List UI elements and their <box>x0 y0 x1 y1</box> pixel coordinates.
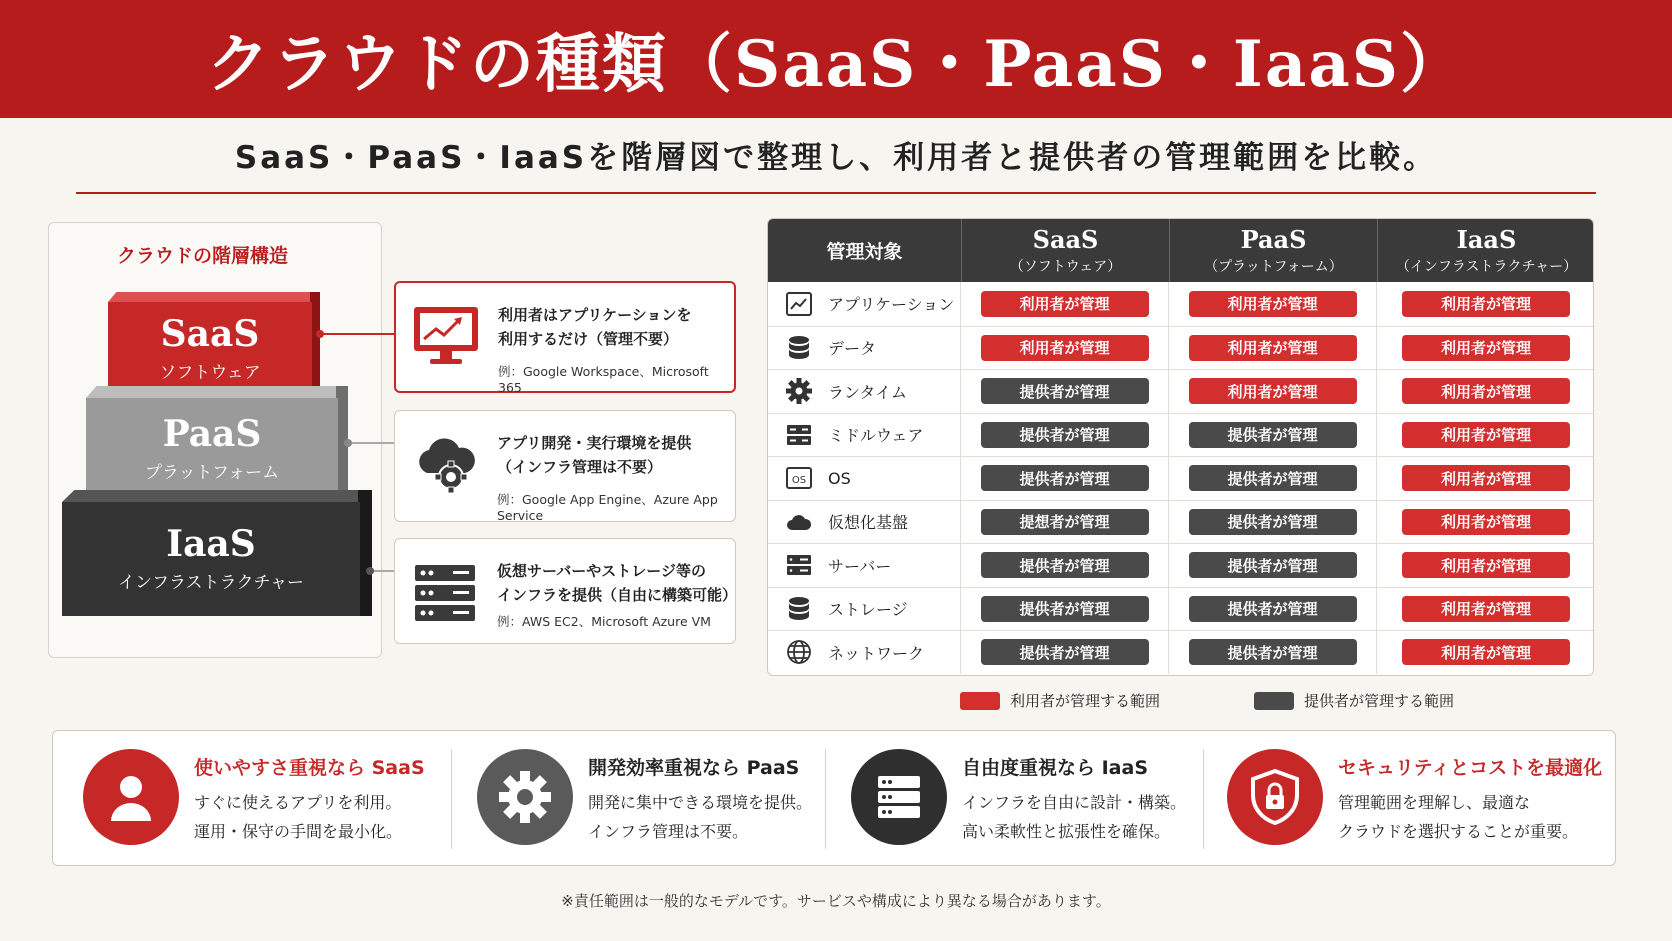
iaas-block-name: IaaS <box>166 522 256 565</box>
header-banner <box>0 0 1672 118</box>
tip-iaas-title: 自由度重視なら IaaS <box>962 757 1149 779</box>
os-icon <box>784 463 814 493</box>
header-iaas-label: IaaS <box>1456 225 1517 254</box>
user-managed-badge: 利用者が管理 <box>1402 639 1570 665</box>
header-paas-sub: （プラットフォーム） <box>1204 259 1343 275</box>
user-managed-badge: 利用者が管理 <box>981 335 1149 361</box>
responsibility-cell <box>1377 282 1594 326</box>
user-managed-badge: 利用者が管理 <box>981 291 1149 317</box>
globe-icon <box>784 637 814 667</box>
provider-managed-badge: 提供者が管理 <box>1189 552 1357 578</box>
row-target-cell <box>768 457 961 500</box>
responsibility-cell <box>961 327 1169 370</box>
provider-managed-badge: 提供者が管理 <box>1189 422 1357 448</box>
table-row <box>768 630 1594 674</box>
iaas-desc-line1: 仮想サーバーやストレージ等の <box>497 562 706 580</box>
user-managed-badge: 利用者が管理 <box>1402 465 1570 491</box>
legend-user-label: 利用者が管理する範囲 <box>1010 692 1161 710</box>
legend-provider-label: 提供者が管理する範囲 <box>1304 692 1455 710</box>
legend-user <box>960 690 1160 711</box>
iaas-connector <box>372 570 394 572</box>
provider-managed-badge: 提供者が管理 <box>1189 509 1357 535</box>
tip-security <box>1197 731 1615 867</box>
tip-iaas <box>821 731 1199 867</box>
paas-connector-dot <box>344 439 352 447</box>
table-header-paas <box>1169 219 1377 282</box>
chart-window-icon <box>784 289 814 319</box>
provider-managed-badge: 提想者が管理 <box>981 509 1149 535</box>
iaas-card-example: 例：AWS EC2、Microsoft Azure VM <box>497 614 711 629</box>
iaas-desc-line2: インフラを提供（自由に構築可能） <box>497 586 738 604</box>
table-row <box>768 413 1594 457</box>
paas-desc-line2: （インフラ管理は不要） <box>497 458 663 476</box>
paas-block <box>86 386 348 500</box>
table-header <box>768 219 1594 282</box>
responsibility-table <box>767 218 1594 676</box>
saas-block <box>108 292 320 396</box>
user-managed-badge: 利用者が管理 <box>1189 378 1357 404</box>
tip-saas-line1: すぐに使えるアプリを利用。 <box>194 793 402 812</box>
shield-lock-icon <box>1227 749 1323 845</box>
table-header-saas <box>961 219 1169 282</box>
legend-provider-swatch <box>1254 692 1294 710</box>
tip-iaas-line2: 高い柔軟性と拡張性を確保。 <box>962 822 1171 841</box>
iaas-block-sub: インフラストラクチャー <box>118 573 304 594</box>
storage-icon <box>784 594 814 624</box>
row-target-label: OS <box>828 468 851 488</box>
responsibility-cell <box>961 631 1169 674</box>
tip-paas-title: 開発効率重視なら PaaS <box>588 757 800 779</box>
header-saas-label: SaaS <box>1032 225 1099 254</box>
saas-block-sub: ソフトウェア <box>159 363 261 384</box>
tip-security-line1: 管理範囲を理解し、最適な <box>1338 793 1531 812</box>
responsibility-cell <box>1169 282 1377 326</box>
paas-card <box>394 410 736 522</box>
row-target-label: ネットワーク <box>828 643 925 663</box>
tip-paas-line2: インフラ管理は不要。 <box>588 822 749 841</box>
row-target-cell <box>768 631 961 674</box>
iaas-block <box>62 490 372 616</box>
row-target-label: 仮想化基盤 <box>828 513 909 533</box>
table-header-target <box>768 219 961 282</box>
row-target-label: ランタイム <box>828 382 908 402</box>
responsibility-cell <box>1169 588 1377 631</box>
responsibility-cell <box>1377 370 1594 413</box>
user-managed-badge: 利用者が管理 <box>1402 378 1570 404</box>
responsibility-cell <box>961 544 1169 587</box>
cloud-icon <box>784 507 814 537</box>
gear-icon <box>477 749 573 845</box>
tip-security-desc <box>1338 788 1578 846</box>
footnote: ※責任範囲は一般的なモデルです。サービスや構成により異なる場合があります。 <box>561 892 1111 910</box>
iaas-card <box>394 538 736 644</box>
responsibility-cell <box>1169 370 1377 413</box>
paas-connector <box>348 442 394 444</box>
saas-card <box>394 281 736 393</box>
server-rack-icon <box>784 550 814 580</box>
responsibility-cell <box>1169 414 1377 457</box>
database-icon <box>784 333 814 363</box>
user-managed-badge: 利用者が管理 <box>1189 335 1357 361</box>
saas-connector-dot <box>316 330 324 338</box>
tip-iaas-line1: インフラを自由に設計・構築。 <box>962 793 1187 812</box>
row-target-label: ストレージ <box>828 600 908 620</box>
middleware-icon <box>784 420 814 450</box>
row-target-cell <box>768 501 961 544</box>
server-icon <box>409 557 481 629</box>
responsibility-cell <box>1377 457 1594 500</box>
user-icon <box>83 749 179 845</box>
responsibility-cell <box>1169 544 1377 587</box>
provider-managed-badge: 提供者が管理 <box>1189 639 1357 665</box>
provider-managed-badge: 提供者が管理 <box>981 639 1149 665</box>
responsibility-cell <box>961 501 1169 544</box>
paas-block-sub: プラットフォーム <box>144 463 280 484</box>
responsibility-cell <box>1377 327 1594 370</box>
table-header-iaas <box>1377 219 1594 282</box>
provider-managed-badge: 提供者が管理 <box>981 552 1149 578</box>
responsibility-cell <box>961 282 1169 326</box>
tip-saas-desc <box>194 788 402 846</box>
provider-managed-badge: 提供者が管理 <box>1189 596 1357 622</box>
svg-text:OS: OS <box>791 475 807 487</box>
table-row <box>768 326 1594 370</box>
responsibility-cell <box>961 457 1169 500</box>
responsibility-cell <box>1377 631 1594 674</box>
row-target-cell <box>768 282 961 326</box>
user-managed-badge: 利用者が管理 <box>1402 291 1570 317</box>
saas-desc-line2: 利用するだけ（管理不要） <box>498 330 679 348</box>
saas-card-example: 例：Google Workspace、Microsoft 365 <box>498 364 709 395</box>
responsibility-cell <box>1169 631 1377 674</box>
saas-connector <box>320 333 394 335</box>
header-paas-label: PaaS <box>1240 225 1307 254</box>
legend-provider <box>1254 690 1454 711</box>
responsibility-cell <box>961 414 1169 457</box>
monitor-chart-icon <box>410 301 482 373</box>
responsibility-cell <box>1377 588 1594 631</box>
responsibility-cell <box>961 588 1169 631</box>
iaas-connector-dot <box>366 567 374 575</box>
header-saas-sub: （ソフトウェア） <box>1009 259 1122 275</box>
row-target-cell <box>768 370 961 413</box>
row-target-label: サーバー <box>828 556 892 576</box>
subtitle-divider <box>76 192 1596 194</box>
header-iaas-sub: （インフラストラクチャー） <box>1395 259 1578 275</box>
paas-desc-line1: アプリ開発・実行環境を提供 <box>497 434 692 452</box>
legend-user-swatch <box>960 692 1000 710</box>
row-target-label: アプリケーション <box>828 295 955 315</box>
paas-card-example: 例：Google App Engine、Azure App Service <box>497 492 718 523</box>
tip-iaas-desc <box>962 788 1186 846</box>
user-managed-badge: 利用者が管理 <box>1189 291 1357 317</box>
tip-paas-desc <box>588 788 812 846</box>
table-row <box>768 369 1594 413</box>
responsibility-cell <box>1169 327 1377 370</box>
table-row <box>768 500 1594 544</box>
tip-saas-line2: 運用・保守の手間を最小化。 <box>194 822 403 841</box>
cloud-gear-icon <box>409 429 481 501</box>
page-title: クラウドの種類（SaaS・PaaS・IaaS） <box>205 27 1467 102</box>
row-target-label: データ <box>828 339 877 359</box>
responsibility-cell <box>1169 501 1377 544</box>
user-managed-badge: 利用者が管理 <box>1402 335 1570 361</box>
tip-saas-title: 使いやすさ重視なら SaaS <box>194 757 425 779</box>
row-target-cell <box>768 414 961 457</box>
paas-block-name: PaaS <box>162 412 262 455</box>
paas-card-desc <box>497 431 691 479</box>
provider-managed-badge: 提供者が管理 <box>1189 465 1357 491</box>
header-target-label: 管理対象 <box>826 241 903 263</box>
tip-security-title: セキュリティとコストを最適化 <box>1338 757 1603 779</box>
responsibility-cell <box>1377 501 1594 544</box>
tip-paas <box>447 731 825 867</box>
tip-paas-line1: 開発に集中できる環境を提供。 <box>588 793 813 812</box>
saas-card-desc <box>498 303 692 351</box>
tip-security-line2: クラウドを選択することが重要。 <box>1338 822 1579 841</box>
provider-managed-badge: 提供者が管理 <box>981 422 1149 448</box>
table-row <box>768 282 1594 326</box>
saas-desc-line1: 利用者はアプリケーションを <box>498 306 692 324</box>
user-managed-badge: 利用者が管理 <box>1402 422 1570 448</box>
hierarchy-title: クラウドの階層構造 <box>117 245 289 267</box>
iaas-card-desc <box>497 559 738 607</box>
gear-icon <box>784 376 814 406</box>
user-managed-badge: 利用者が管理 <box>1402 596 1570 622</box>
responsibility-cell <box>1169 457 1377 500</box>
table-row <box>768 456 1594 500</box>
provider-managed-badge: 提供者が管理 <box>981 378 1149 404</box>
server-icon <box>851 749 947 845</box>
row-target-cell <box>768 588 961 631</box>
responsibility-cell <box>1377 414 1594 457</box>
row-target-cell <box>768 327 961 370</box>
tip-saas <box>53 731 451 867</box>
table-row <box>768 587 1594 631</box>
responsibility-cell <box>1377 544 1594 587</box>
saas-block-name: SaaS <box>160 312 260 355</box>
page-subtitle: SaaS・PaaS・IaaSを階層図で整理し、利用者と提供者の管理範囲を比較。 <box>234 140 1438 176</box>
responsibility-cell <box>961 370 1169 413</box>
provider-managed-badge: 提供者が管理 <box>981 596 1149 622</box>
tips-panel <box>52 730 1616 866</box>
user-managed-badge: 利用者が管理 <box>1402 552 1570 578</box>
row-target-label: ミドルウェア <box>828 426 924 446</box>
row-target-cell <box>768 544 961 587</box>
table-row <box>768 543 1594 587</box>
provider-managed-badge: 提供者が管理 <box>981 465 1149 491</box>
user-managed-badge: 利用者が管理 <box>1402 509 1570 535</box>
